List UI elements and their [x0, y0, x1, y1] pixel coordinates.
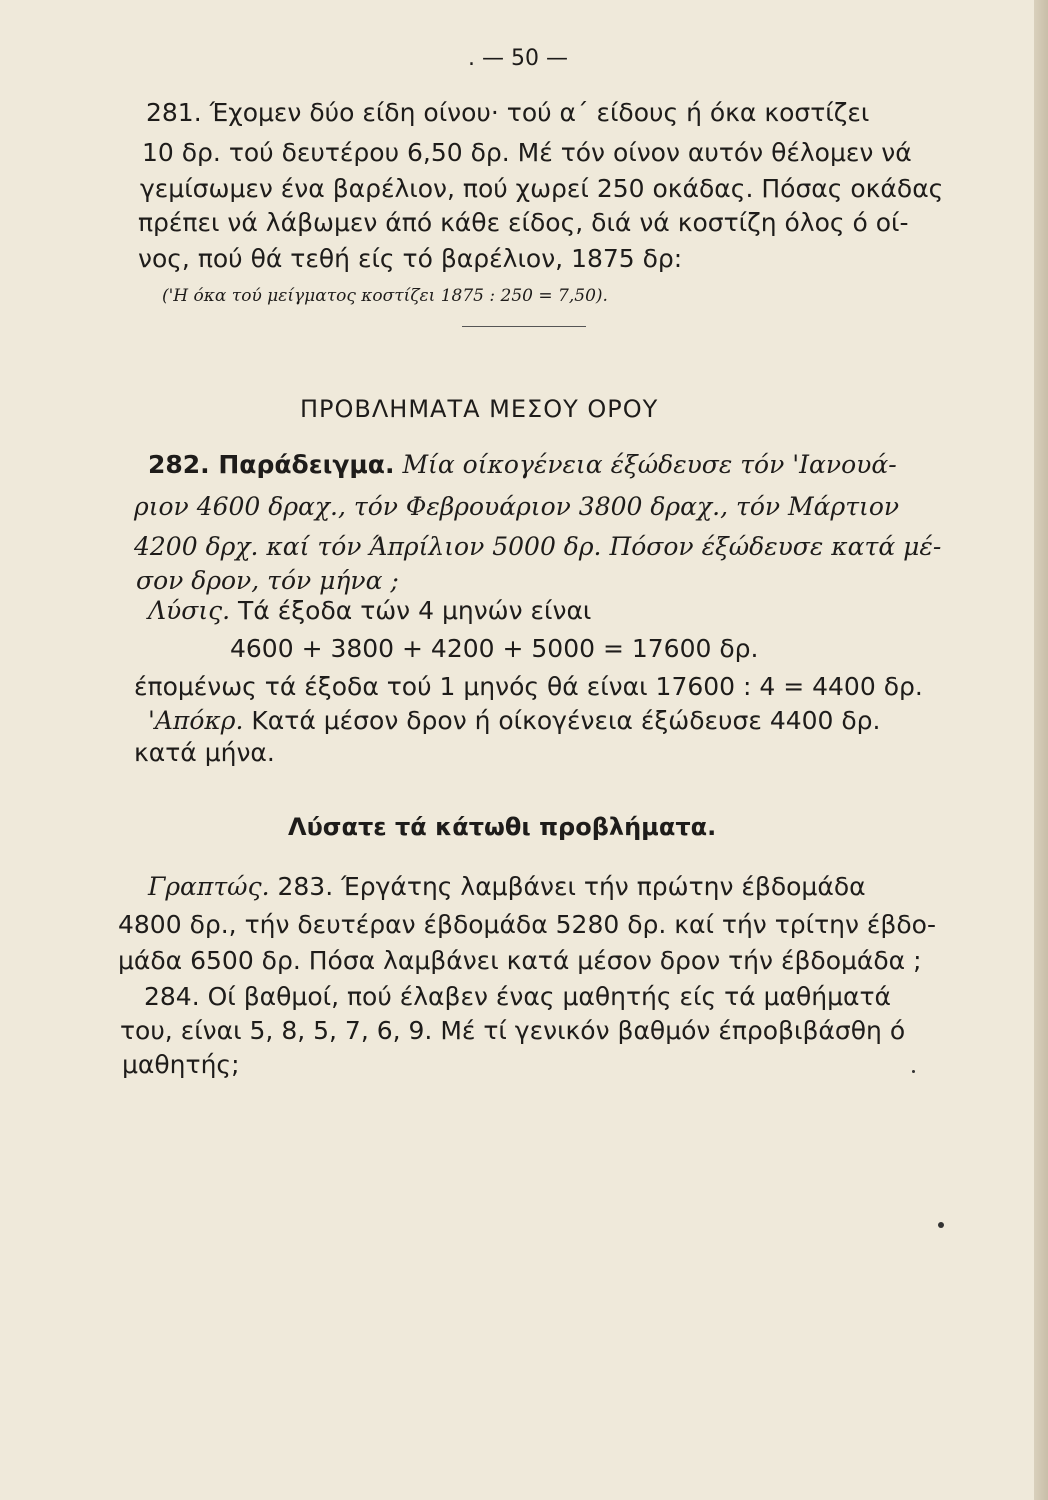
p282-line1-text: Μία οίκογένεια έξώδευσε τόν 'Ιανουά- — [402, 450, 897, 479]
p282-answer-label: 'Απόκρ. — [148, 706, 244, 735]
p281-note: ('Η όκα τού μείγματος κοστίζει 1875 : 250 = 7,50). — [162, 286, 608, 306]
p282-answer-end: κατά μήνα. — [134, 738, 275, 767]
p281-line3: γεμίσωμεν ένα βαρέλιον, πού χωρεί 250 οκάδας. Πόσας οκάδας — [140, 174, 944, 203]
p282-solution — [148, 596, 591, 626]
page-number: . — 50 — — [468, 46, 568, 71]
p281-line1: 281. Έχομεν δύο είδη οίνου· τού α΄ είδους ή όκα κοστίζει — [146, 98, 870, 127]
p281-line5: νος, πού θά τεθή είς τό βαρέλιον, 1875 δρ: — [138, 244, 683, 273]
p282-line4: σον δρον, τόν μήνα ; — [136, 566, 399, 595]
p282-solution-label: Λύσις. — [148, 596, 231, 625]
p283-line2: 4800 δρ., τήν δευτέραν έβδομάδα 5280 δρ. καί τήν τρίτην έβδο- — [118, 910, 936, 939]
p282-line1 — [148, 450, 897, 480]
print-speck — [938, 1222, 944, 1228]
p282-label: 282. Παράδειγμα. — [148, 450, 395, 479]
divider — [462, 326, 586, 327]
p282-answer-text: Κατά μέσον δρον ή οίκογένεια έξώδευσε 4400 δρ. — [251, 706, 881, 735]
p284-line2: του, είναι 5, 8, 5, 7, 6, 9. Μέ τί γενικόν βαθμόν έπροβιβάσθη ό — [120, 1016, 906, 1045]
p284-line1: 284. Οί βαθμοί, πού έλαβεν ένας μαθητής είς τά μαθήματά — [144, 982, 892, 1011]
p281-line2: 10 δρ. τού δευτέρου 6,50 δρ. Μέ τόν οίνον αυτόν θέλομεν νά — [142, 138, 912, 167]
p284-line3: μαθητής; — [122, 1050, 240, 1079]
page-edge — [1034, 0, 1048, 1500]
p283-line1 — [148, 872, 866, 902]
p283-line1-text: 283. Έργάτης λαμβάνει τήν πρώτην έβδομάδα — [277, 872, 866, 901]
p283-prefix: Γραπτώς. — [148, 872, 270, 901]
p282-line3: 4200 δρχ. καί τόν Άπρίλιον 5000 δρ. Πόσον έξώδευσε κατά μέ- — [134, 532, 942, 561]
p282-answer — [148, 706, 881, 736]
p283-line3: μάδα 6500 δρ. Πόσα λαμβάνει κατά μέσον δρον τήν έβδομάδα ; — [118, 946, 922, 975]
p282-solution-text: Τά έξοδα τών 4 μηνών είναι — [238, 596, 592, 625]
p281-line4: πρέπει νά λάβωμεν άπό κάθε είδος, διά νά κοστίζη όλος ό οί- — [138, 208, 909, 237]
p282-line2: ριον 4600 δραχ., τόν Φεβρουάριον 3800 δραχ., τόν Μάρτιον — [134, 492, 900, 521]
p282-next-line: έπομένως τά έξοδα τού 1 μηνός θά είναι 17600 : 4 = 4400 δρ. — [134, 672, 923, 701]
solve-heading: Λύσατε τά κάτωθι προβλήματα. — [288, 813, 717, 841]
section-heading: ΠΡΟΒΛΗΜΑΤΑ ΜΕΣΟΥ ΟΡΟΥ — [300, 395, 659, 423]
print-speck — [912, 1070, 915, 1073]
p282-sum: 4600 + 3800 + 4200 + 5000 = 17600 δρ. — [230, 634, 759, 663]
